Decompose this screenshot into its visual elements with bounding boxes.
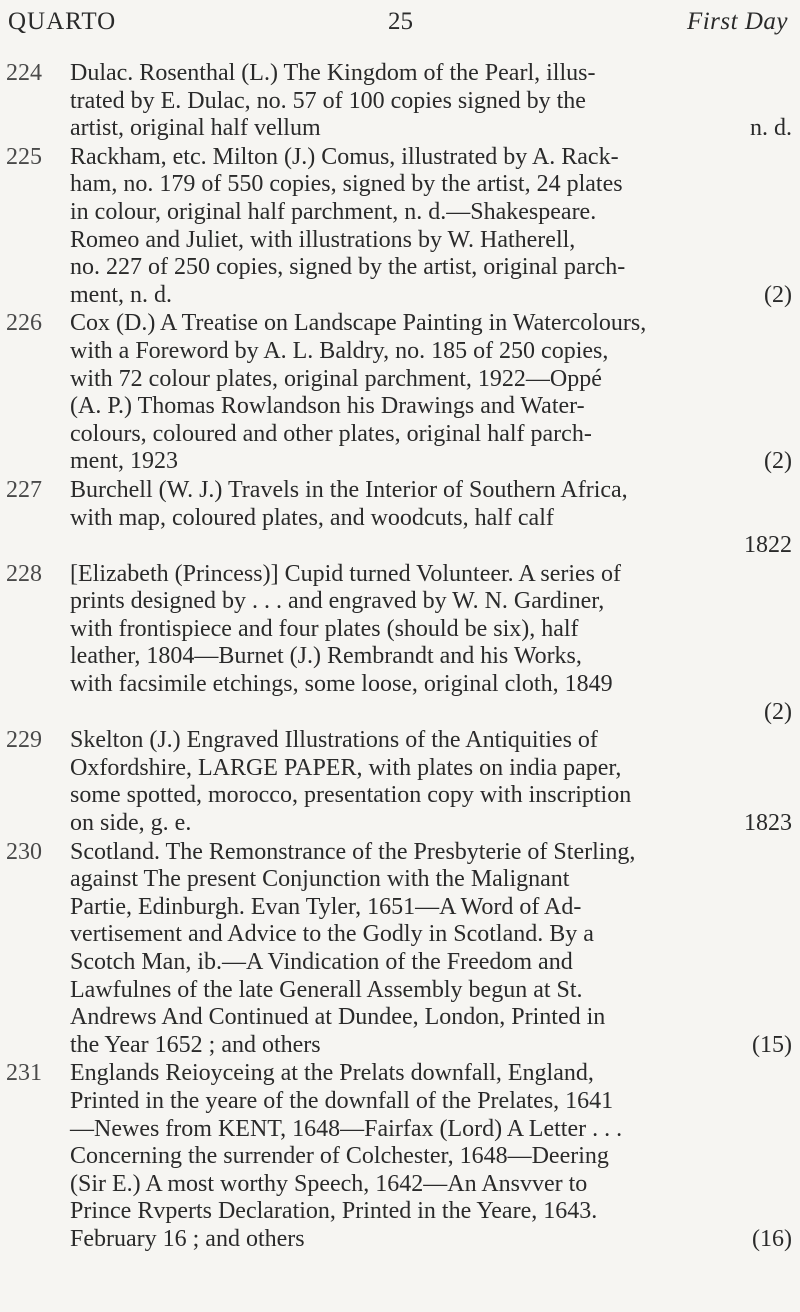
description-line <box>70 60 792 88</box>
description-line-text: ment, 1923 <box>70 448 178 475</box>
lot-tail: (16) <box>752 1225 792 1252</box>
description-line <box>70 1198 792 1226</box>
lot-description <box>70 310 792 476</box>
description-line-text: prints designed by . . . and engraved by W. N. Gardiner, <box>70 588 605 615</box>
description-line <box>70 616 792 644</box>
description-line-text: with a Foreword by A. L. Baldry, no. 185 of 250 copies, <box>70 337 609 364</box>
lot-tail: (15) <box>752 1031 792 1058</box>
description-line-text: Englands Reioyceing at the Prelats downfall, England, <box>70 1060 594 1087</box>
description-line <box>70 1171 792 1199</box>
description-line <box>70 671 792 699</box>
description-line-text: February 16 ; and others <box>70 1225 305 1252</box>
description-line-text: Lawfulnes of the late Generall Assembly begun at St. <box>70 976 583 1003</box>
lot-entry <box>6 477 792 560</box>
description-line <box>70 115 792 143</box>
lot-description <box>70 144 792 310</box>
lot-number: 229 <box>6 727 42 754</box>
lot-number: 225 <box>6 143 42 170</box>
description-line <box>70 727 792 755</box>
description-line-text: some spotted, morocco, presentation copy with inscription <box>70 782 632 809</box>
description-line <box>70 88 792 116</box>
description-line <box>70 1116 792 1144</box>
page-header <box>8 8 788 42</box>
description-line <box>70 561 792 589</box>
description-line <box>70 1060 792 1088</box>
description-line-text: Andrews And Continued at Dundee, London, Printed in <box>70 1004 606 1031</box>
description-line <box>70 227 792 255</box>
description-line <box>70 782 792 810</box>
description-line <box>70 921 792 949</box>
description-line <box>70 505 792 533</box>
lot-number: 228 <box>6 560 42 587</box>
description-line-text: on side, g. e. <box>70 810 192 837</box>
lot-description <box>70 477 792 560</box>
description-line-text: Cox (D.) A Treatise on Landscape Painting in Watercolours, <box>70 310 647 337</box>
lot-number: 230 <box>6 838 42 865</box>
description-line <box>70 144 792 172</box>
lot-number: 224 <box>6 60 42 86</box>
description-line-text: against The present Conjunction with the Malignant <box>70 866 570 893</box>
description-line-text: Oxfordshire, LARGE PAPER, with plates on india paper, <box>70 754 622 781</box>
description-line <box>70 949 792 977</box>
lot-number: 227 <box>6 476 42 503</box>
description-line-text: artist, original half vellum <box>70 115 321 142</box>
lot-number: 226 <box>6 310 42 337</box>
description-line-text: Concerning the surrender of Colchester, 1648—Deering <box>70 1143 609 1170</box>
description-line-text: ham, no. 179 of 550 copies, signed by the artist, 24 plates <box>70 171 623 198</box>
header-format: QUARTO <box>8 8 117 35</box>
description-line <box>70 254 792 282</box>
description-line <box>70 894 792 922</box>
lot-entry <box>6 727 792 837</box>
header-sale-day: First Day <box>686 8 788 35</box>
lot-tail: (2) <box>764 448 792 475</box>
description-line <box>70 1032 792 1060</box>
description-line-text: [Elizabeth (Princess)] Cupid turned Volunteer. A series of <box>70 560 622 587</box>
description-line <box>70 171 792 199</box>
lot-description <box>70 839 792 1060</box>
lot-entry <box>6 60 792 143</box>
description-line-text: with frontispiece and four plates (should be six), half <box>70 615 579 642</box>
description-line-text: Printed in the yeare of the downfall of the Prelates, 1641 <box>70 1087 614 1114</box>
lot-entry <box>6 144 792 310</box>
description-line-text: trated by E. Dulac, no. 57 of 100 copies signed by the <box>70 87 586 114</box>
description-line <box>70 1226 792 1254</box>
description-line-text: Prince Rvperts Declaration, Printed in the Yeare, 1643. <box>70 1198 598 1225</box>
lot-entry <box>6 839 792 1060</box>
description-line <box>70 1004 792 1032</box>
description-line-text: with facsimile etchings, some loose, original cloth, 1849 <box>70 671 613 698</box>
lot-entry <box>6 561 792 727</box>
description-line-text: no. 227 of 250 copies, signed by the artist, original parch- <box>70 254 626 281</box>
description-line <box>70 199 792 227</box>
description-line-text: colours, coloured and other plates, original half parch- <box>70 420 592 447</box>
description-line <box>70 310 792 338</box>
description-line-text: Scotch Man, ib.—A Vindication of the Freedom and <box>70 949 573 975</box>
description-line <box>70 1088 792 1116</box>
description-line-text: ment, n. d. <box>70 281 172 308</box>
description-line <box>70 477 792 505</box>
description-line <box>70 755 792 783</box>
lot-list <box>6 60 792 1254</box>
description-line <box>70 366 792 394</box>
lot-tail: (2) <box>764 698 792 725</box>
description-line <box>70 866 792 894</box>
lot-tail: 1822 <box>744 532 792 559</box>
description-line <box>70 977 792 1005</box>
description-line-text: Rackham, etc. Milton (J.) Comus, illustrated by A. Rack- <box>70 143 619 170</box>
description-line-text: Scotland. The Remonstrance of the Presbyterie of Sterling, <box>70 838 636 865</box>
description-line-text: Dulac. Rosenthal (L.) The Kingdom of the Pearl, illus- <box>70 60 596 86</box>
description-line <box>70 421 792 449</box>
description-line-text: vertisement and Advice to the Godly in Scotland. By a <box>70 921 594 948</box>
lot-description <box>70 1060 792 1253</box>
description-line <box>70 393 792 421</box>
description-line-text: Partie, Edinburgh. Evan Tyler, 1651—A Word of Ad- <box>70 893 582 920</box>
description-line-text: Romeo and Juliet, with illustrations by W. Hatherell, <box>70 226 576 253</box>
description-line-text: —Newes from KENT, 1648—Fairfax (Lord) A Letter . . . <box>70 1115 623 1142</box>
lot-number: 231 <box>6 1060 42 1087</box>
description-line <box>70 282 792 310</box>
description-line-text: Burchell (W. J.) Travels in the Interior of Southern Africa, <box>70 476 628 503</box>
description-line <box>70 643 792 671</box>
description-line-text: the Year 1652 ; and others <box>70 1031 321 1058</box>
lot-description <box>70 60 792 143</box>
lot-entry <box>6 310 792 476</box>
lot-tail: (2) <box>764 281 792 308</box>
description-line <box>70 588 792 616</box>
description-line <box>70 839 792 867</box>
description-line-text: in colour, original half parchment, n. d.—Shakespeare. <box>70 198 597 225</box>
description-line-text: with map, coloured plates, and woodcuts, half calf <box>70 504 554 531</box>
lot-tail: n. d. <box>750 115 792 142</box>
description-line <box>70 532 792 560</box>
description-line <box>70 699 792 727</box>
lot-description <box>70 561 792 727</box>
description-line-text: with 72 colour plates, original parchment, 1922—Oppé <box>70 365 602 392</box>
lot-entry <box>6 1060 792 1253</box>
page-number: 25 <box>388 8 413 35</box>
lot-description <box>70 727 792 837</box>
description-line-text: (A. P.) Thomas Rowlandson his Drawings and Water- <box>70 393 585 420</box>
description-line-text: leather, 1804—Burnet (J.) Rembrandt and his Works, <box>70 643 582 670</box>
description-line <box>70 1143 792 1171</box>
description-line-text: (Sir E.) A most worthy Speech, 1642—An Ansvver to <box>70 1170 588 1197</box>
description-line <box>70 448 792 476</box>
description-line <box>70 338 792 366</box>
description-line <box>70 810 792 838</box>
lot-tail: 1823 <box>744 810 792 837</box>
description-line-text: Skelton (J.) Engraved Illustrations of the Antiquities of <box>70 727 598 754</box>
